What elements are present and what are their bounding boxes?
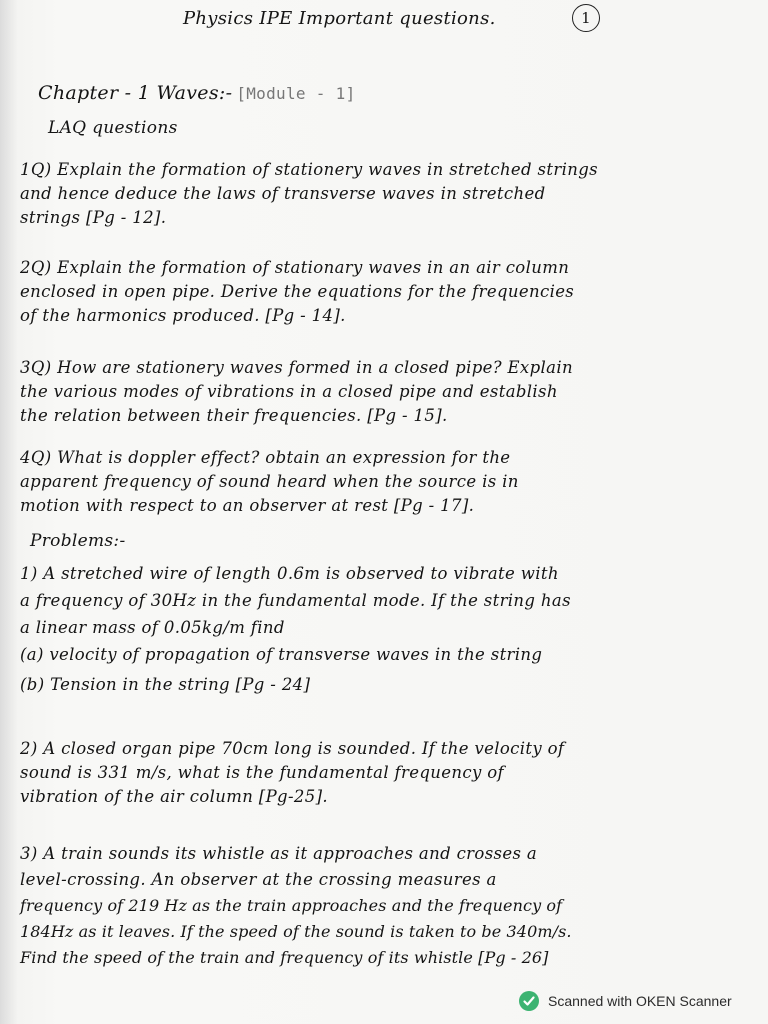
problem-line: 1) A stretched wire of length 0.6m is observed to vibrate with [20, 564, 559, 583]
question-line: 4Q) What is doppler effect? obtain an expression for the [20, 448, 511, 467]
question-line: the relation between their frequencies. [Pg - 15]. [20, 406, 448, 425]
question-line: 1Q) Explain the formation of stationery waves in stretched strings [20, 160, 598, 179]
problem-2 [20, 737, 745, 809]
question-line: 2Q) Explain the formation of stationary waves in an air column [20, 258, 570, 277]
oken-logo-icon [518, 990, 540, 1012]
chapter-heading [38, 82, 356, 104]
page-number-badge: 1 [572, 4, 600, 32]
laq-question-3 [20, 356, 745, 428]
problem-line: sound is 331 m/s, what is the fundamental frequency of [20, 763, 504, 782]
problem-line: level-crossing. An observer at the crossing measures a [20, 870, 497, 889]
laq-heading: LAQ questions [48, 118, 178, 138]
question-line: apparent frequency of sound heard when the source is in [20, 472, 519, 491]
laq-question-4 [20, 446, 745, 518]
question-line: enclosed in open pipe. Derive the equations for the frequencies [20, 282, 575, 301]
problem-line: vibration of the air column [Pg-25]. [20, 787, 328, 806]
problem-line: 2) A closed organ pipe 70cm long is sounded. If the velocity of [20, 739, 565, 758]
problem-3 [20, 842, 745, 972]
problem-line: (b) Tension in the string [Pg - 24] [20, 675, 311, 694]
problem-line: 184Hz as it leaves. If the speed of the sound is taken to be 340m/s. [20, 922, 572, 941]
module-label: [Module - 1] [236, 84, 356, 103]
question-line: motion with respect to an observer at rest [Pg - 17]. [20, 496, 475, 515]
problem-line: Find the speed of the train and frequency of its whistle [Pg - 26] [20, 948, 549, 967]
problem-line: a linear mass of 0.05kg/m find [20, 618, 285, 637]
question-line: strings [Pg - 12]. [20, 208, 167, 227]
page-title: Physics IPE Important questions. [183, 8, 496, 29]
question-line: 3Q) How are stationery waves formed in a closed pipe? Explain [20, 358, 573, 377]
laq-question-2 [20, 256, 745, 328]
problem-line: frequency of 219 Hz as the train approaches and the frequency of [20, 896, 563, 915]
question-line: and hence deduce the laws of transverse waves in stretched [20, 184, 546, 203]
scanner-watermark [518, 990, 732, 1012]
scanner-text: Scanned with OKEN Scanner [548, 993, 732, 1009]
problem-line: (a) velocity of propagation of transverse waves in the string [20, 645, 543, 664]
question-line: the various modes of vibrations in a closed pipe and establish [20, 382, 558, 401]
problem-line: 3) A train sounds its whistle as it approaches and crosses a [20, 844, 538, 863]
problem-line: a frequency of 30Hz in the fundamental mode. If the string has [20, 591, 571, 610]
laq-question-1 [20, 158, 745, 230]
question-line: of the harmonics produced. [Pg - 14]. [20, 306, 346, 325]
chapter-title: Chapter - 1 Waves:- [38, 82, 233, 104]
problem-1 [20, 562, 745, 703]
problems-heading: Problems:- [30, 531, 126, 551]
